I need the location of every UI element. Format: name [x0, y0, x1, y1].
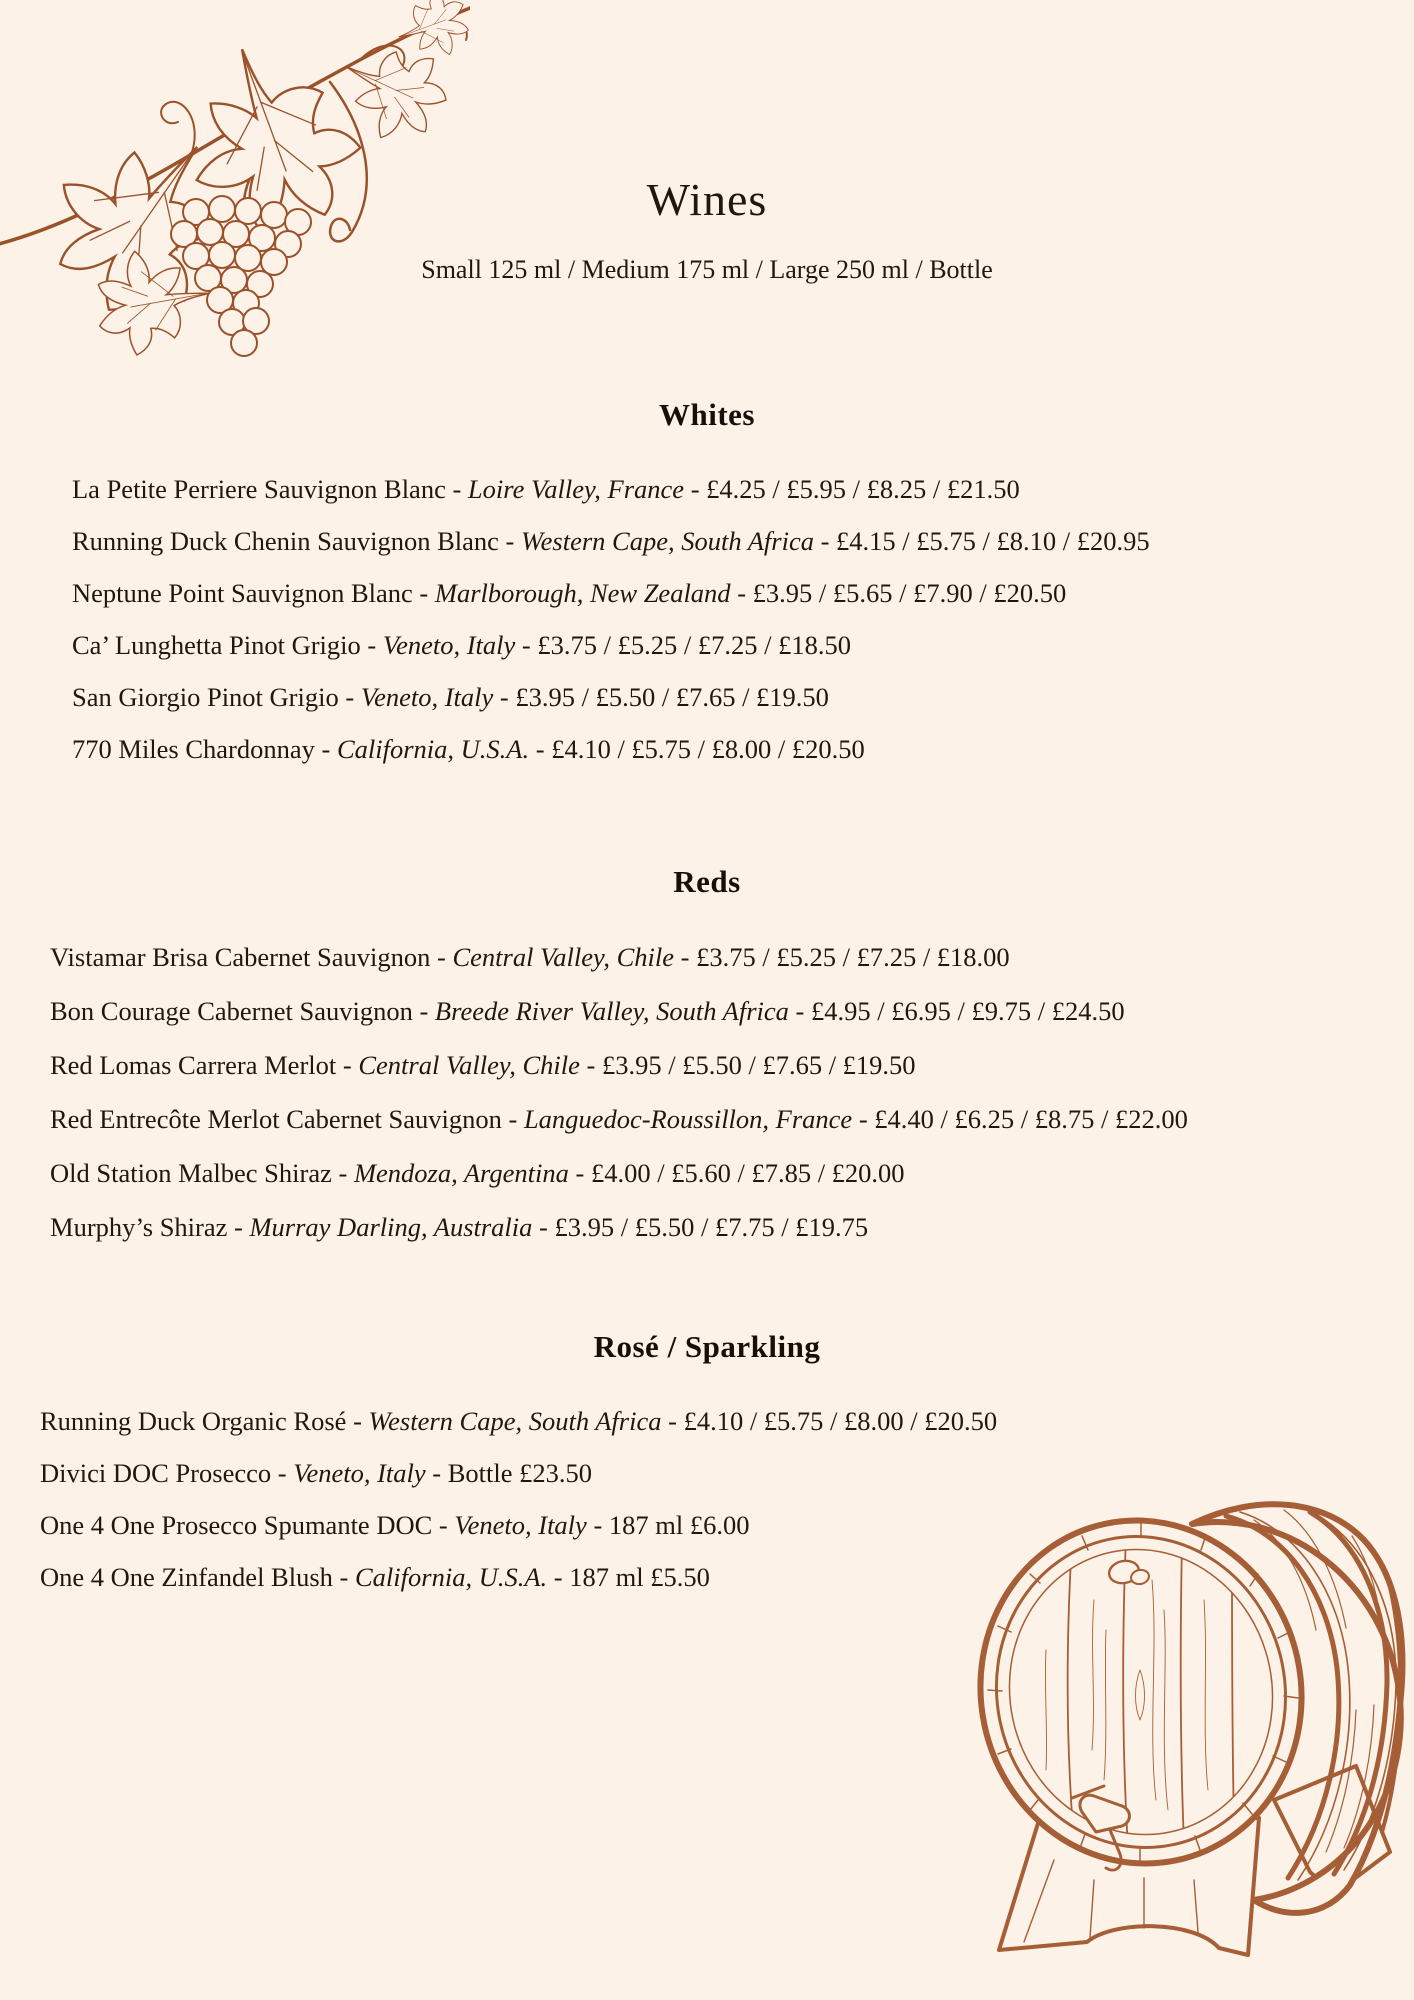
wine-item — [40, 1499, 1414, 1551]
wine-name: Red Entrecôte Merlot Cabernet Sauvignon — [50, 1104, 502, 1134]
wine-price: £4.00 / £5.60 / £7.85 / £20.00 — [590, 1158, 905, 1188]
wine-origin: Veneto, Italy — [454, 1510, 587, 1540]
rose-sparkling-wine-list — [0, 1395, 1414, 1603]
wine-origin: Western Cape, South Africa — [368, 1406, 662, 1436]
wine-name: Neptune Point Sauvignon Blanc — [72, 578, 413, 608]
section-heading-whites: Whites — [659, 397, 755, 432]
wine-price: £3.75 / £5.25 / £7.25 / £18.00 — [696, 942, 1010, 972]
wine-name: Red Lomas Carrera Merlot — [50, 1050, 337, 1080]
wine-item — [50, 1200, 1414, 1254]
wine-price: £3.95 / £5.50 / £7.65 / £19.50 — [515, 682, 829, 712]
separator: - — [430, 942, 453, 972]
wine-price: 187 ml £5.50 — [569, 1562, 710, 1592]
whites-wine-list — [0, 463, 1414, 775]
wine-price: £3.95 / £5.50 / £7.65 / £19.50 — [601, 1050, 916, 1080]
separator: - — [227, 1212, 250, 1242]
wine-item — [50, 1146, 1414, 1200]
wine-item — [72, 619, 1414, 671]
wine-price: Bottle £23.50 — [447, 1458, 592, 1488]
separator: - — [515, 630, 538, 660]
separator: - — [338, 682, 361, 712]
wine-origin: Loire Valley, France — [467, 474, 685, 504]
wine-origin: Central Valley, Chile — [358, 1050, 580, 1080]
separator: - — [346, 1406, 369, 1436]
section-rose-sparkling — [0, 1327, 1414, 1603]
wine-origin: Western Cape, South Africa — [521, 526, 814, 556]
separator: - — [661, 1406, 684, 1436]
wine-name: One 4 One Prosecco Spumante DOC — [40, 1510, 433, 1540]
wine-price: 187 ml £6.00 — [608, 1510, 750, 1540]
wine-name: Murphy’s Shiraz — [50, 1212, 228, 1242]
wine-price: £4.95 / £6.95 / £9.75 / £24.50 — [810, 996, 1125, 1026]
wine-price: £3.95 / £5.65 / £7.90 / £20.50 — [752, 578, 1067, 608]
separator: - — [852, 1104, 875, 1134]
wine-price: £3.95 / £5.50 / £7.75 / £19.75 — [554, 1212, 869, 1242]
wine-origin: Mendoza, Argentina — [353, 1158, 569, 1188]
wine-item — [72, 567, 1414, 619]
wine-name: Running Duck Chenin Sauvignon Blanc — [72, 526, 499, 556]
wine-origin: Languedoc-Roussillon, France — [523, 1104, 853, 1134]
wine-name: Bon Courage Cabernet Sauvignon — [50, 996, 413, 1026]
section-heading-rose-sparkling: Rosé / Sparkling — [593, 1329, 821, 1364]
wine-origin: Murray Darling, Australia — [249, 1212, 533, 1242]
wine-price: £4.10 / £5.75 / £8.00 / £20.50 — [683, 1406, 998, 1436]
separator: - — [529, 734, 552, 764]
wine-item — [72, 723, 1414, 775]
wine-name: Ca’ Lunghetta Pinot Grigio — [72, 630, 361, 660]
wine-name: Old Station Malbec Shiraz — [50, 1158, 332, 1188]
wine-name: Running Duck Organic Rosé — [40, 1406, 347, 1436]
separator: - — [432, 1510, 455, 1540]
separator: - — [788, 996, 811, 1026]
wine-name: Divici DOC Prosecco — [40, 1458, 272, 1488]
separator: - — [445, 474, 468, 504]
separator: - — [425, 1458, 448, 1488]
wine-item — [50, 930, 1414, 984]
wine-item — [40, 1447, 1414, 1499]
separator: - — [271, 1458, 294, 1488]
wine-name: One 4 One Zinfandel Blush — [40, 1562, 333, 1592]
wine-item — [72, 671, 1414, 723]
separator: - — [360, 630, 383, 660]
wine-price: £4.25 / £5.95 / £8.25 / £21.50 — [706, 474, 1020, 504]
separator: - — [730, 578, 753, 608]
wine-name: San Giorgio Pinot Grigio — [72, 682, 339, 712]
separator: - — [547, 1562, 570, 1592]
wine-origin: Marlborough, New Zealand — [434, 578, 731, 608]
reds-wine-list — [0, 930, 1414, 1254]
section-heading-reds: Reds — [673, 864, 741, 899]
page-title: Wines — [646, 174, 768, 225]
separator: - — [412, 578, 435, 608]
wine-name: Vistamar Brisa Cabernet Sauvignon — [50, 942, 431, 972]
separator: - — [579, 1050, 602, 1080]
wine-origin: Veneto, Italy — [293, 1458, 426, 1488]
separator: - — [568, 1158, 591, 1188]
wine-price: £4.10 / £5.75 / £8.00 / £20.50 — [551, 734, 865, 764]
separator: - — [331, 1158, 354, 1188]
separator: - — [498, 526, 521, 556]
wine-origin: Veneto, Italy — [360, 682, 494, 712]
separator: - — [336, 1050, 359, 1080]
wine-item — [50, 1092, 1414, 1146]
wine-item — [50, 984, 1414, 1038]
wine-item — [72, 463, 1414, 515]
separator: - — [674, 942, 697, 972]
wine-origin: Breede River Valley, South Africa — [434, 996, 789, 1026]
wine-origin: California, U.S.A. — [355, 1562, 548, 1592]
separator: - — [586, 1510, 609, 1540]
wine-origin: Central Valley, Chile — [452, 942, 675, 972]
wine-item — [50, 1038, 1414, 1092]
serving-sizes-subtitle: Small 125 ml / Medium 175 ml / Large 250 ml / Bottle — [421, 255, 993, 284]
section-reds — [0, 862, 1414, 1254]
separator: - — [813, 526, 837, 556]
separator: - — [314, 734, 337, 764]
wine-origin: California, U.S.A. — [336, 734, 530, 764]
separator: - — [532, 1212, 555, 1242]
wine-item — [40, 1551, 1414, 1603]
separator: - — [501, 1104, 524, 1134]
separator: - — [332, 1562, 355, 1592]
wine-price: £3.75 / £5.25 / £7.25 / £18.50 — [537, 630, 851, 660]
wine-item — [40, 1395, 1414, 1447]
separator: - — [493, 682, 516, 712]
wine-price: £4.15 / £5.75 / £8.10 / £20.95 — [836, 526, 1150, 556]
wine-item — [72, 515, 1414, 567]
section-whites — [0, 395, 1414, 775]
wine-origin: Veneto, Italy — [382, 630, 516, 660]
separator: - — [412, 996, 435, 1026]
wine-name: 770 Miles Chardonnay — [72, 734, 315, 764]
wine-price: £4.40 / £6.25 / £8.75 / £22.00 — [874, 1104, 1188, 1134]
wine-name: La Petite Perriere Sauvignon Blanc — [72, 474, 446, 504]
separator: - — [684, 474, 707, 504]
